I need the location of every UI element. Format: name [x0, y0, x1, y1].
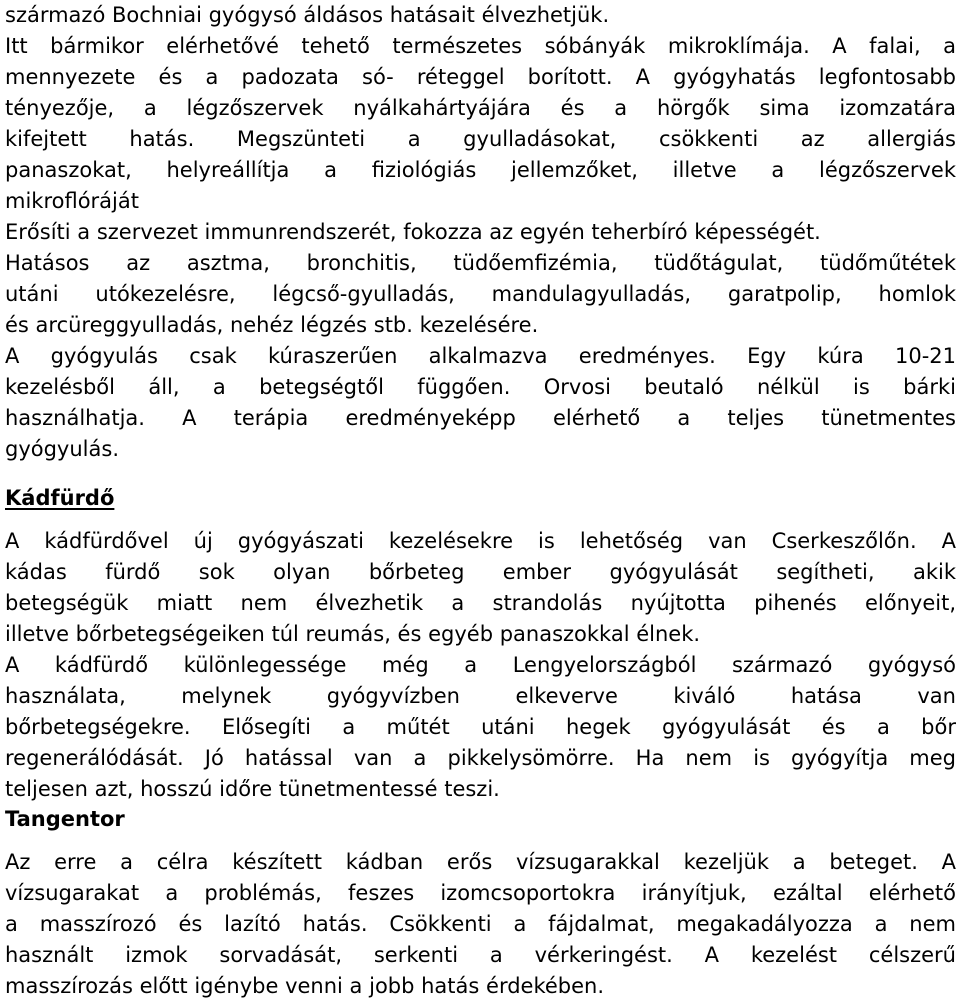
intro-line-8: Erősíti a szervezet immunrendszerét, fokozza az egyén teherbíró képességét.: [5, 220, 821, 244]
kadfurdo-line-7: bőrbetegségekre. Elősegíti a műtét utáni hegek gyógyulását és a bőr: [5, 715, 956, 739]
kadfurdo-line-8: regenerálódását. Jó hatással van a pikkelysömörre. Ha nem is gyógyítja meg: [5, 746, 956, 770]
intro-line-9: Hatásos az asztma, bronchitis, tüdőemfizémia, tüdőtágulat, tüdőműtétek: [5, 251, 956, 275]
tangentor-heading: Tangentor: [5, 807, 125, 831]
kadfurdo-line-4: illetve bőrbetegségeiken túl reumás, és egyéb panaszokkal élnek.: [5, 622, 701, 646]
intro-line-3: mennyezete és a padozata só- réteggel borított. A gyógyhatás legfontosabb: [5, 65, 956, 89]
tangentor-line-4: használt izmok sorvadását, serkenti a vérkeringést. A kezelést célszerű: [5, 943, 956, 967]
intro-line-4: tényezője, a légzőszervek nyálkahártyájára és a hörgők sima izomzatára: [5, 96, 956, 120]
intro-line-14: használhatja. A terápia eredményeképp elérhető a teljes tünetmentes: [5, 406, 956, 430]
kadfurdo-line-3: betegségük miatt nem élvezhetik a strandolás nyújtotta pihenés előnyeit,: [5, 591, 956, 615]
tangentor-line-1: Az erre a célra készített kádban erős vízsugarakkal kezeljük a beteget. A: [5, 850, 956, 874]
kadfurdo-line-9: teljesen azt, hosszú időre tünetmentessé teszi.: [5, 777, 500, 801]
intro-line-6: panaszokat, helyreállítja a fiziológiás jellemzőket, illetve a légzőszervek: [5, 158, 956, 182]
intro-line-2: Itt bármikor elérhetővé tehető természetes sóbányák mikroklímája. A falai, a: [5, 34, 956, 58]
tangentor-line-3: a masszírozó és lazító hatás. Csökkenti a fájdalmat, megakadályozza a nem: [5, 912, 956, 936]
intro-line-13: kezelésből áll, a betegségtől függően. Orvosi beutaló nélkül is bárki: [5, 375, 956, 399]
kadfurdo-heading: Kádfürdő: [5, 486, 115, 510]
intro-line-11: és arcüreggyulladás, nehéz légzés stb. kezelésére.: [5, 313, 539, 337]
kadfurdo-line-2: kádas fürdő sok olyan bőrbeteg ember gyógyulását segítheti, akik: [5, 560, 956, 584]
kadfurdo-line-1: A kádfürdővel új gyógyászati kezelésekre is lehetőség van Cserkeszőlőn. A: [5, 529, 956, 553]
tangentor-line-2: vízsugarakat a problémás, feszes izomcsoportokra irányítjuk, ezáltal elérhető: [5, 881, 956, 905]
intro-line-5: kifejtett hatás. Megszünteti a gyulladásokat, csökkenti az allergiás: [5, 127, 956, 151]
kadfurdo-line-5: A kádfürdő különlegessége még a Lengyelországból származó gyógysó: [5, 653, 956, 677]
intro-line-15: gyógyulás.: [5, 437, 119, 461]
kadfurdo-line-6: használata, melynek gyógyvízben elkeverve kiváló hatása van: [5, 684, 956, 708]
intro-line-12: A gyógyulás csak kúraszerűen alkalmazva eredményes. Egy kúra 10-21: [5, 344, 956, 368]
intro-line-7: mikroflóráját: [5, 189, 139, 213]
intro-line-10: utáni utókezelésre, légcső-gyulladás, mandulagyulladás, garatpolip, homlok: [5, 282, 956, 306]
tangentor-line-5: masszírozás előtt igénybe venni a jobb hatás érdekében.: [5, 974, 605, 998]
intro-line-1: származó Bochniai gyógysó áldásos hatásait élvezhetjük.: [5, 3, 610, 27]
